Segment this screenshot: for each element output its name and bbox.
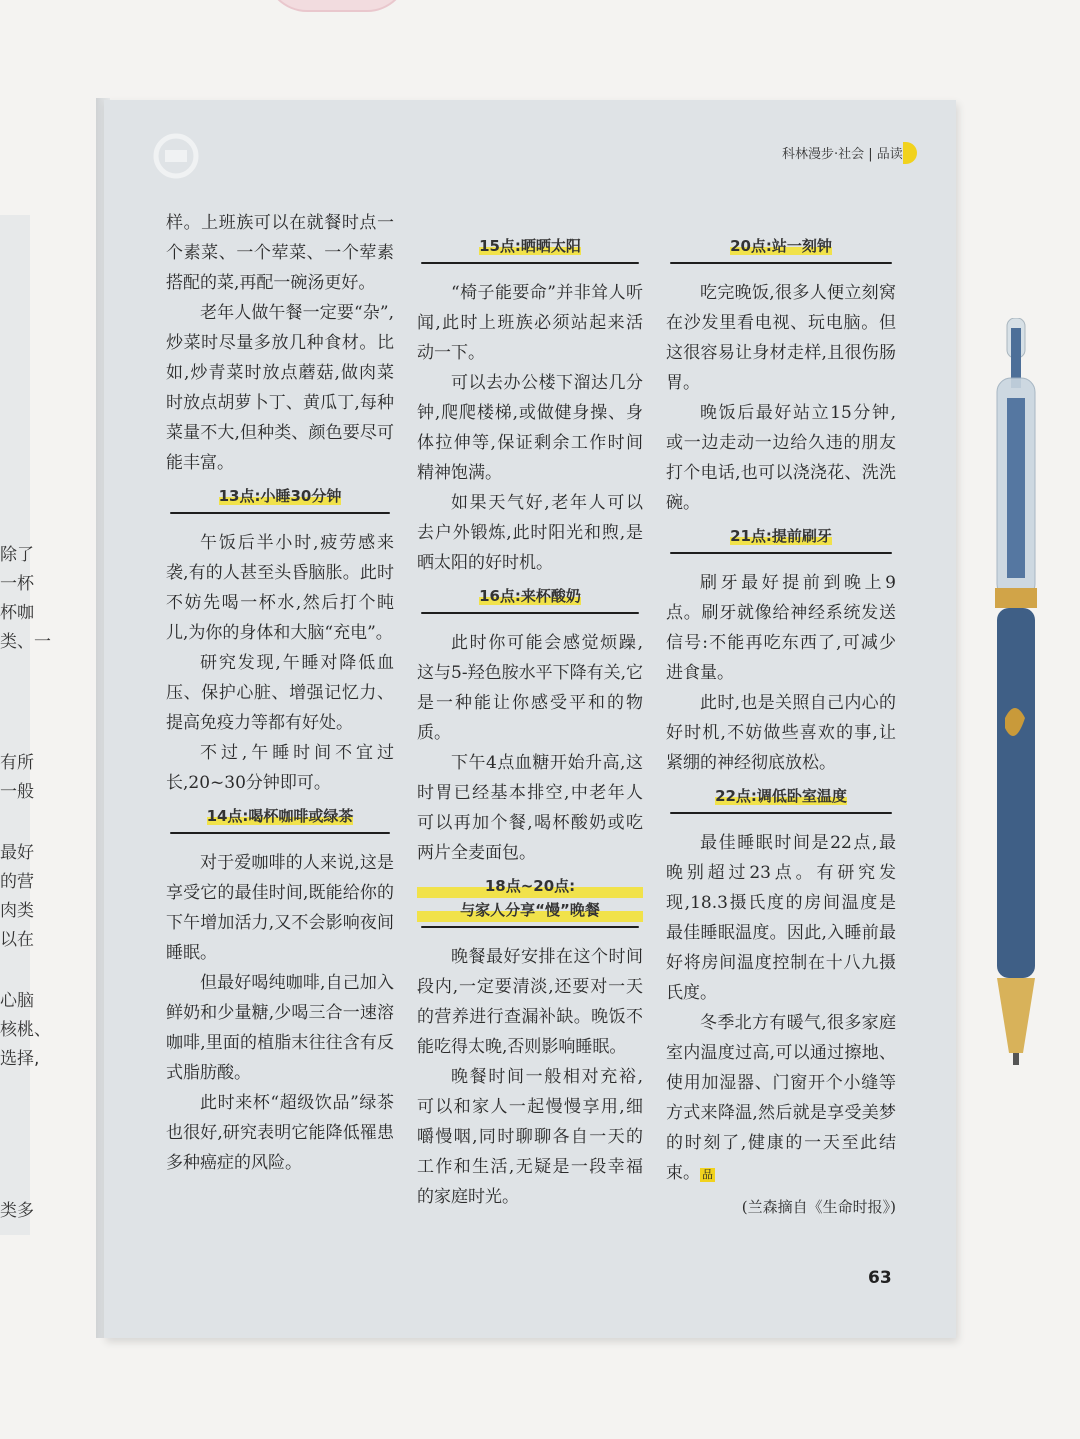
paragraph: 研究发现,午睡对降低血压、保护心脏、增强记忆力、提高免疫力等都有好处。 [166,653,394,733]
heading-underline [670,262,892,264]
paragraph-text: 冬季北方有暖气,很多家庭室内温度过高,可以通过擦地、使用加湿器、门窗开个小缝等方式来降温,然后就是享受美梦的时刻了,健康的一天至此结束。 [666,1013,896,1183]
left-fragment: 类、一 [0,632,51,652]
heading-text: 13点:小睡30分钟 [218,487,342,505]
paragraph: “椅子能要命”并非耸人听闻,此时上班族必须站起来活动一下。 [417,283,643,363]
heading-underline [170,832,390,834]
paragraph [666,1008,896,1188]
paragraph: 但最好喝纯咖啡,自己加入鲜奶和少量糖,少喝三合一速溶咖啡,里面的植脂末往往含有反式脂肪酸。 [166,973,394,1083]
left-fragment: 一杯 [0,574,34,594]
left-fragment: 最好 [0,843,34,863]
heading-text: 22点:调低卧室温度 [715,787,847,805]
left-fragment: 杯咖 [0,603,34,623]
left-fragment: 除了 [0,545,34,565]
heading-underline [421,926,639,928]
paragraph: 刷牙最好提前到晚上9点。刷牙就像给神经系统发送信号:不能再吃东西了,可减少进食量。 [666,573,896,683]
left-fragment: 心脑 [0,991,34,1011]
paragraph: 下午4点血糖开始升高,这时胃已经基本排空,中老年人可以再加个餐,喝杯酸奶或吃两片全麦面包。 [417,753,643,863]
heading-21 [666,524,896,554]
left-fragment: 选择, [0,1049,40,1069]
paragraph: 晚饭后最好站立15分钟,或一边走动一边给久违的朋友打个电话,也可以浇浇花、洗洗碗。 [666,403,896,513]
paragraph: 老年人做午餐一定要“杂”,炒菜时尽量多放几种食材。比如,炒青菜时放点蘑菇,做肉菜时放点胡萝卜丁、黄瓜丁,每种菜量不大,但种类、颜色要尽可能丰富。 [166,303,394,473]
left-fragment: 肉类 [0,901,34,921]
heading-underline [670,812,892,814]
magazine-logo [152,132,432,188]
paragraph: 晚餐最好安排在这个时间段内,一定要清淡,还要对一天的营养进行查漏补缺。晚饭不能吃得太晚,否则影响睡眠。 [417,947,643,1057]
article-source: (兰森摘自《生命时报》) [741,1198,896,1216]
heading-text: 20点:站一刻钟 [730,237,832,255]
heading-text: 18点~20点: [417,874,643,898]
heading-22 [666,784,896,814]
heading-14 [166,804,394,834]
column-3 [666,228,896,1222]
paragraph: 最佳睡眠时间是22点,最晚别超过23点。有研究发现,18.3摄氏度的房间温度是最佳睡眠温度。因此,入睡前最好将房间温度控制在十八九摄氏度。 [666,833,896,1003]
heading-20 [666,234,896,264]
paragraph: 此时来杯“超级饮品”绿茶也很好,研究表明它能降低罹患多种癌症的风险。 [166,1093,394,1173]
heading-13 [166,484,394,514]
paragraph: 可以去办公楼下溜达几分钟,爬爬楼梯,或做健身操、身体拉伸等,保证剩余工作时间精神饱满。 [417,373,643,483]
paragraph: 晚餐时间一般相对充裕,可以和家人一起慢慢享用,细嚼慢咽,同时聊聊各自一天的工作和生活,无疑是一段幸福的家庭时光。 [417,1067,643,1207]
cup-edge [265,0,409,12]
paragraph: 如果天气好,老年人可以去户外锻炼,此时阳光和煦,是晒太阳的好时机。 [417,493,643,573]
left-page [0,215,30,1235]
heading-underline [421,612,639,614]
heading-underline [421,262,639,264]
paragraph: 此时,也是关照自己内心的好时机,不妨做些喜欢的事,让紧绷的神经彻底放松。 [666,693,896,773]
paragraph: 对于爱咖啡的人来说,这是享受它的最佳时间,既能给你的下午增加活力,又不会影响夜间睡眠。 [166,853,394,963]
paragraph: 午饭后半小时,疲劳感来袭,有的人甚至头昏脑胀。此时不妨先喝一杯水,然后打个盹儿,为你的身体和大脑“充电”。 [166,533,394,643]
heading-16 [417,584,643,614]
left-fragment: 有所 [0,753,34,773]
paragraph: 此时你可能会感觉烦躁,这与5-羟色胺水平下降有关,它是一种能让你感受平和的物质。 [417,633,643,743]
heading-text: 15点:晒晒太阳 [479,237,581,255]
column-2 [417,228,643,1212]
heading-text: 与家人分享“慢”晚餐 [417,898,643,922]
paragraph: 不过,午睡时间不宜过长,20~30分钟即可。 [166,743,394,793]
left-fragment: 以在 [0,930,34,950]
paragraph: 吃完晚饭,很多人便立刻窝在沙发里看电视、玩电脑。但这很容易让身材走样,且很伤肠胃。 [666,283,896,393]
end-mark-icon: 品 [702,1168,713,1181]
heading-text: 14点:喝杯咖啡或绿茶 [206,807,354,825]
heading-text: 21点:提前刷牙 [730,527,832,545]
left-fragment: 类多 [0,1201,34,1221]
heading-text: 16点:来杯酸奶 [479,587,581,605]
left-fragment: 一般 [0,782,34,802]
pen-icon [985,318,1045,1068]
page-number: 63 [868,1268,892,1288]
heading-15 [417,234,643,264]
heading-underline [170,512,390,514]
logo-icon [152,132,200,180]
heading-18 [417,874,643,928]
section-header: 科林漫步·社会 | 品读 [782,147,903,162]
heading-underline [670,552,892,554]
left-fragment: 的营 [0,872,34,892]
paragraph: 样。上班族可以在就餐时点一个素菜、一个荤菜、一个荤素搭配的菜,再配一碗汤更好。 [166,213,394,293]
column-1 [166,208,394,1178]
left-fragment: 核桃、 [0,1020,51,1040]
